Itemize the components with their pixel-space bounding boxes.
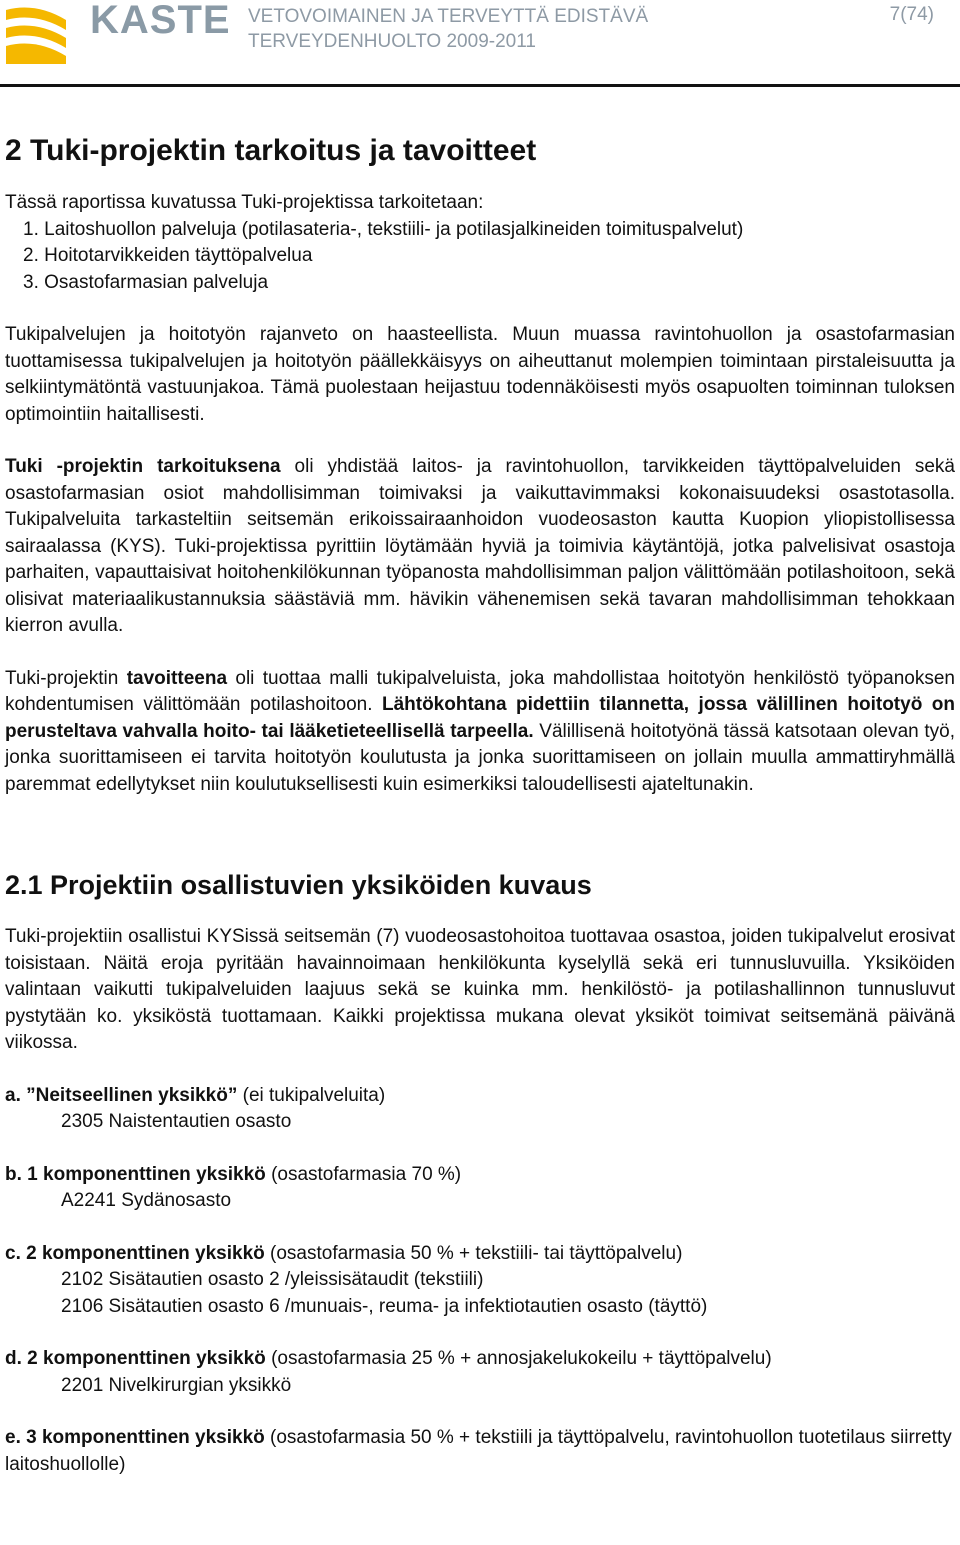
unit-item [5, 1241, 955, 1321]
project-title-line1: VETOVOIMAINEN JA TERVEYTTÄ EDISTÄVÄ [248, 6, 649, 27]
unit-letter: b. [5, 1163, 22, 1185]
project-title-line2: TERVEYDENHUOLTO 2009-2011 [248, 31, 536, 52]
list-item: 1. Laitoshuollon palveluja (potilasateria-, tekstiili- ja potilasjalkineiden toimituspalvelut) [23, 218, 744, 240]
paragraph-yksikot: Tuki-projektiin osallistui KYSissä seitsemän (7) vuodeosastohoitoa tuottavaa osastoa, joiden tukipalvelut erosivat toisistaan. Näitä eroja pyritään havainnoimaan henkilökunta kyselyllä sekä eri tunnusluvuilla. Yksiköiden valintaan vaikutti tukipalveluiden laajuus sekä se kuinka mm. henkilöstö- ja potilashallinnon tunnusluvut pystytään ko. yksiköstä tuottamaan. Kaikki projektissa mukana olevat yksiköt toimivat seitsemänä päivänä viikossa. [5, 926, 955, 1053]
unit-name: 2 komponenttinen yksikkö [21, 1348, 272, 1369]
unit-detail: (osastofarmasia 50 % + tekstiili ja täyttöpalvelu, ravintohuollon tuotetilaus siirretty laitoshuollolle) [5, 1427, 952, 1475]
emphasis: Lähtökohtana pidettiin tilannetta, jossa välillinen hoitotyö on perusteltava vahvalla hoito- tai lääketieteellisellä tarpeella. [5, 694, 955, 742]
unit-ward: 2305 Naistentautien osasto [61, 1111, 292, 1132]
emphasis: tavoitteena [126, 667, 228, 689]
section-gap [5, 824, 955, 868]
paragraph-text: oli tuottaa malli tukipalveluista, joka mahdollistaa hoitotyön henkilöstö työpanoksen kohdentumisen välittömään potilashoitoon. [5, 667, 955, 715]
unit-letter: c. [5, 1242, 21, 1264]
unit-ward: 2201 Nivelkirurgian yksikkö [61, 1374, 292, 1396]
unit-ward: 2106 Sisätautien osasto 6 /munuais-, reuma- ja infektiotautien osasto (täyttö) [61, 1295, 708, 1317]
list-item: 2. Hoitotarvikkeiden täyttöpalvelua [23, 245, 313, 266]
intro-block [5, 190, 955, 296]
unit-name: ”Neitseellinen yksikkö” [20, 1084, 243, 1106]
page-header [0, 0, 960, 86]
unit-letter: d. [5, 1348, 22, 1369]
unit-ward: 2102 Sisätautien osasto 2 /yleissisätaudit (tekstiili) [61, 1269, 484, 1290]
unit-detail: (osastofarmasia 70 %) [271, 1163, 462, 1185]
section-2-1-heading: 2.1 Projektiin osallistuvien yksiköiden kuvaus [5, 870, 592, 900]
kaste-logo-mark [6, 2, 86, 64]
paragraph-tavoite [5, 666, 955, 799]
unit-detail: (ei tukipalveluita) [242, 1084, 386, 1106]
unit-detail: (osastofarmasia 50 % + tekstiili- tai täyttöpalvelu) [270, 1242, 683, 1264]
list-item: 3. Osastofarmasian palveluja [23, 271, 269, 293]
intro-text: Tässä raportissa kuvatussa Tuki-projektissa tarkoitetaan: [5, 192, 484, 213]
document-body [5, 134, 955, 1504]
project-title [248, 4, 648, 54]
paragraph-rajanveto: Tukipalvelujen ja hoitotyön rajanveto on haasteellista. Muun muassa ravintohuollon ja osastofarmasian tuottamisessa tukipalvelujen ja hoitotyön päällekkäisyys on aiheuttanut molempien toimintaan pirstaleisuutta ja selkiintymätöntä vastuunjakoa. Tämä puolestaan heijastuu todennäköisesti myös osapuolten toiminnan tuloksen optimointiin haitallisesti. [5, 324, 955, 425]
kaste-logo [6, 0, 231, 64]
unit-item [5, 1346, 955, 1399]
unit-name: 3 komponenttinen yksikkö [20, 1427, 271, 1448]
unit-name: 1 komponenttinen yksikkö [21, 1163, 272, 1185]
section-2-heading: 2 Tuki-projektin tarkoitus ja tavoitteet [5, 134, 537, 167]
paragraph-text: oli yhdistää laitos- ja ravintohuollon, tarvikkeiden täyttöpalveluiden sekä osastofarmasian osiot mahdollisimman toimivaksi ja vaikuttavimmaksi kokonaisuudeksi osastotasolla. Tukipalveluita tarkasteltiin seitsemän erikoissairaanhoidon vuodeosaston kautta Kuopion yliopistollisessa sairaalassa (KYS). Tuki-projektissa pyrittiin löytämään hyviä ja toimivia käytäntöjä, jotka palvelisivat osastoja parhaiten, vapauttaisivat hoitohenkilökunnan työpanosta mahdollisimman paljon välittömään potilashoitoon, sekä olisivat materiaalikustannuksia säästäviä mm. hävikin vähenemisen sekä tavaran mahdollisimman tehokkaan kierron avulla. [5, 456, 955, 636]
unit-ward: A2241 Sydänosasto [61, 1190, 232, 1211]
unit-detail: (osastofarmasia 25 % + annosjakelukokeilu + täyttöpalvelu) [271, 1348, 772, 1369]
page-number: 7(74) [889, 4, 934, 25]
unit-name: 2 komponenttinen yksikkö [20, 1242, 271, 1264]
unit-item [5, 1083, 955, 1136]
header-divider [0, 84, 960, 87]
emphasis: Tuki -projektin tarkoituksena [5, 456, 281, 477]
unit-item [5, 1425, 955, 1478]
paragraph-text: Välillisenä hoitotyönä tässä katsotaan olevan työ, jonka suorittamiseen ei tarvita hoitotyön koulutusta ja jonka suorittamiseen on jollain muulla ammattiryhmällä paremmat edellytykset niin koulutuksellisesti kuin esimerkiksi taloudellisesti ajateltunakin. [5, 720, 955, 795]
unit-item [5, 1162, 955, 1215]
unit-letter: a. [5, 1084, 21, 1106]
unit-letter: e. [5, 1427, 21, 1448]
paragraph-tarkoitus [5, 454, 955, 640]
paragraph-text: Tuki-projektin [5, 667, 127, 689]
logo-text: KASTE [90, 0, 231, 42]
